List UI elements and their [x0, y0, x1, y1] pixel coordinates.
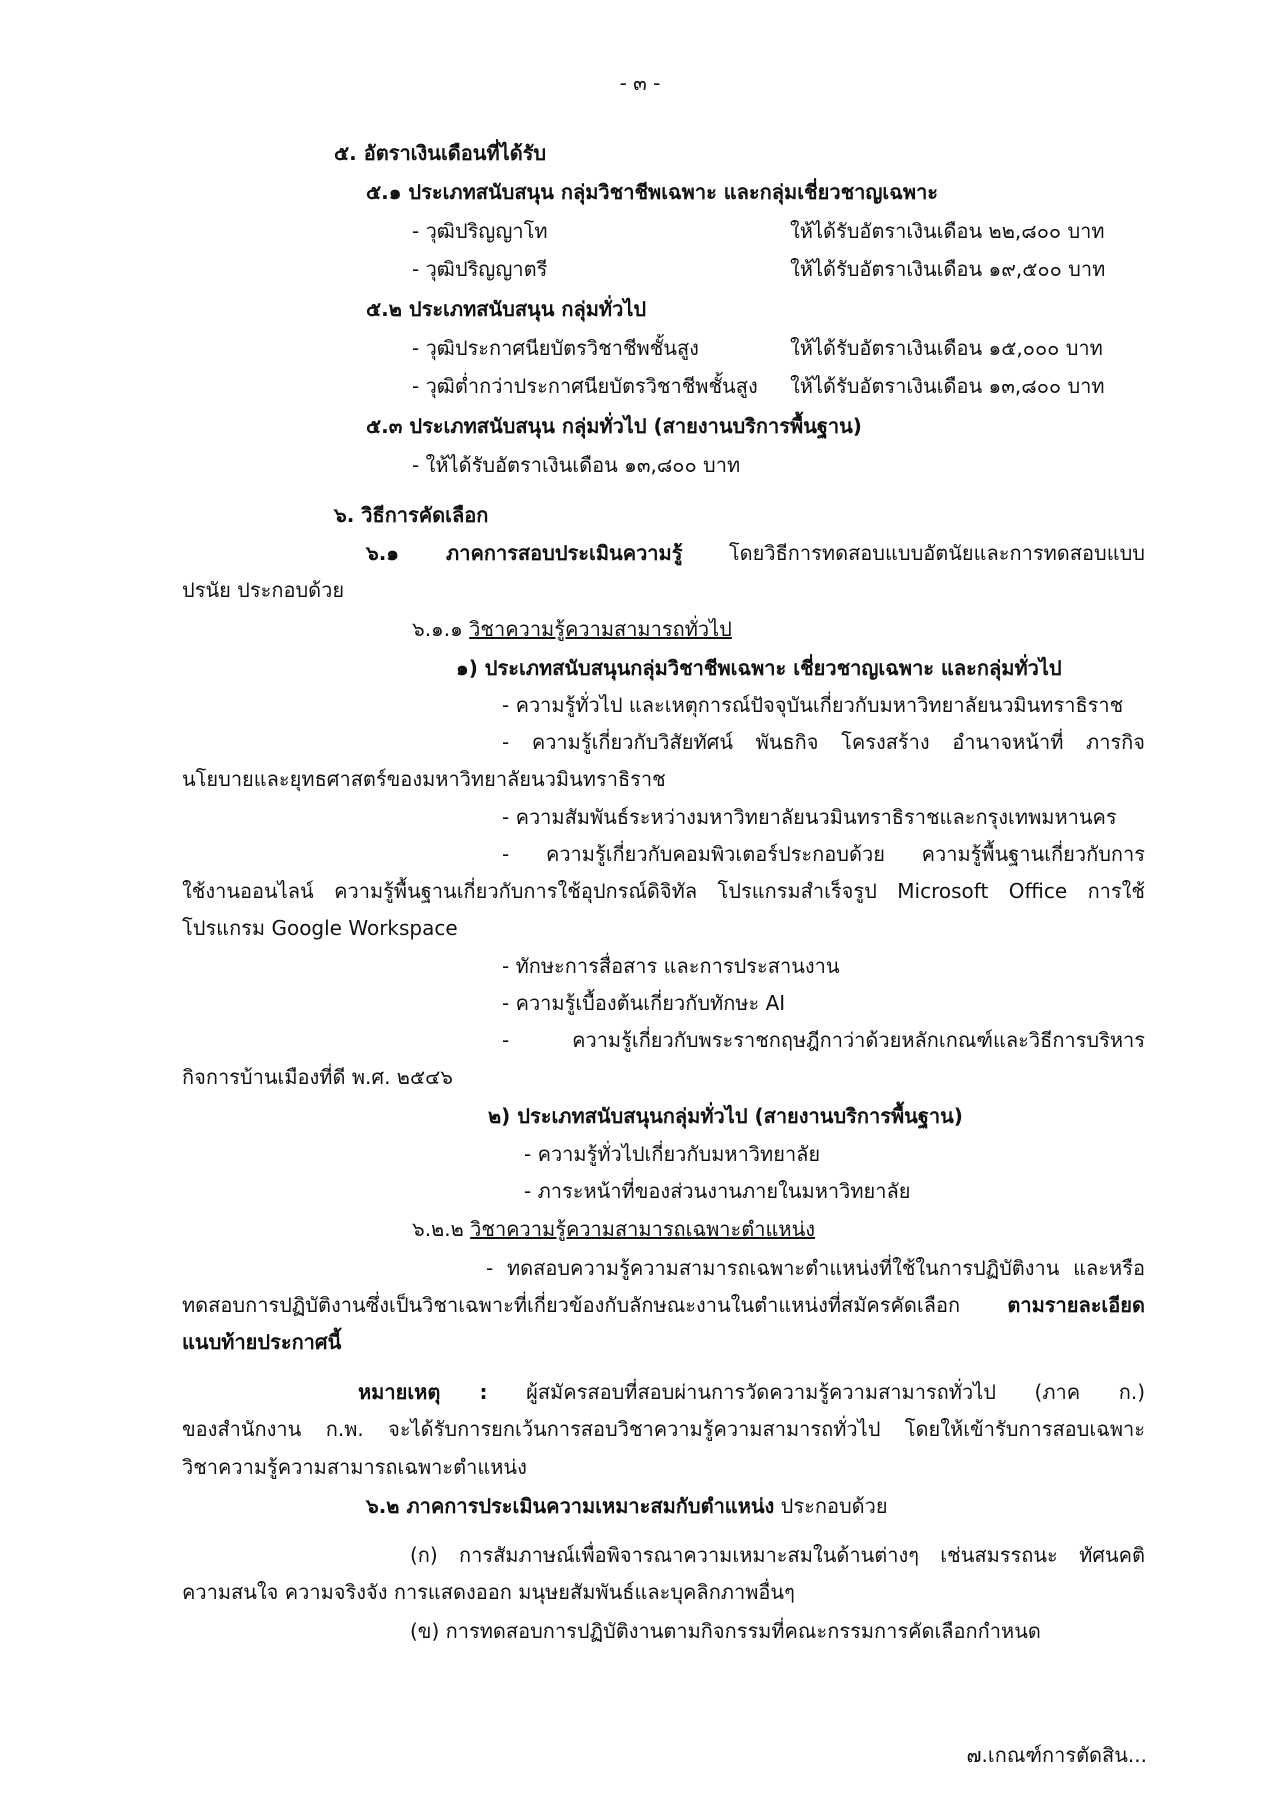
group-1-item-computer: - ความรู้เกี่ยวกับคอมพิวเตอร์ประกอบด้วย ความรู้พื้นฐานเกี่ยวกับการ [502, 842, 1145, 866]
section-6-2-2-title: วิชาความรู้ความสามารถเฉพาะตำแหน่ง [470, 1217, 816, 1241]
page-number: - ๓ - [619, 71, 661, 95]
section-6-2-item-a: (ก) การสัมภาษณ์เพื่อพิจารณาความเหมาะสมในด้านต่างๆ เช่นสมรรถนะ ทัศนคติ [410, 1543, 1145, 1567]
section-6-1-1-title: วิชาความรู้ความสามารถทั่วไป [469, 617, 732, 641]
section-6-2-2-attachment-ref: แนบท้ายประกาศนี้ [182, 1330, 342, 1354]
section-6-2-heading: ๖.๒ ภาคการประเมินความเหมาะสมกับตำแหน่ง [366, 1494, 775, 1518]
section-6-1-heading: ๖.๑ ภาคการสอบประเมินความรู้ [366, 541, 683, 565]
section-6-2-2-item: - ทดสอบความรู้ความสามารถเฉพาะตำแหน่งที่ใช้ในการปฏิบัติงาน และหรือ [486, 1256, 1145, 1280]
section-6-1-intro-cont: ปรนัย ประกอบด้วย [182, 578, 345, 602]
section-6-1-1-heading [412, 614, 732, 644]
section-6-2-item-b: (ข) การทดสอบการปฏิบัติงานตามกิจกรรมที่คณะกรรมการคัดเลือกกำหนด [410, 1619, 1041, 1643]
group-1-item-computer-cont-2: โปรแกรม Google Workspace [182, 916, 458, 940]
section-6-2-2-detail-ref: ตามรายละเอียด [1007, 1293, 1145, 1317]
section-6-1-intro [366, 538, 1145, 568]
section-6-2-2-number: ๖.๒.๒ [412, 1217, 464, 1241]
section-6-2-heading-line [366, 1491, 888, 1521]
group-2-item-duties: - ภาระหน้าที่ของส่วนงานภายในมหาวิทยาลัย [524, 1179, 911, 1203]
next-page-indicator: ๗.เกณฑ์การตัดสิน... [966, 1743, 1147, 1767]
salary-basic-service: - ให้ได้รับอัตราเงินเดือน ๑๓,๘๐๐ บาท [412, 453, 741, 477]
salary-amount-below-vocational: ให้ได้รับอัตราเงินเดือน ๑๓,๘๐๐ บาท [790, 374, 1105, 398]
group-1-item-royal-decree-cont: กิจการบ้านเมืองที่ดี พ.ศ. ๒๕๔๖ [182, 1065, 453, 1089]
section-6-1-intro-text: โดยวิธีการทดสอบแบบอัตนัยและการทดสอบแบบ [728, 541, 1145, 565]
group-2-item-university: - ความรู้ทั่วไปเกี่ยวกับมหาวิทยาลัย [524, 1142, 821, 1166]
group-1-item-vision-mission-cont: นโยบายและยุทธศาสตร์ของมหาวิทยาลัยนวมินทราธิราช [182, 767, 666, 791]
group-1-heading: ๑) ประเภทสนับสนุนกลุ่มวิชาชีพเฉพาะ เชี่ยวชาญเฉพาะ และกลุ่มทั่วไป [456, 656, 1062, 680]
note-text-1: ผู้สมัครสอบที่สอบผ่านการวัดความรู้ความสามารถทั่วไป (ภาค ก.) [526, 1380, 1145, 1404]
section-6-2-2-heading [412, 1214, 815, 1244]
note-line-3: วิชาความรู้ความสามารถเฉพาะตำแหน่ง [182, 1455, 527, 1479]
section-6-2-item-a-cont: ความสนใจ ความจริงจัง การแสดงออก มนุษยสัมพันธ์และบุคลิกภาพอื่นๆ [182, 1580, 795, 1604]
salary-label-bachelors: - วุฒิปริญญาตรี [412, 257, 548, 281]
note-label: หมายเหตุ : [358, 1380, 488, 1404]
group-1-item-relationship: - ความสัมพันธ์ระหว่างมหาวิทยาลัยนวมินทราธิราชและกรุงเทพมหานคร [502, 805, 1117, 829]
group-1-item-royal-decree: - ความรู้เกี่ยวกับพระราชกฤษฎีกาว่าด้วยหลักเกณฑ์และวิธีการบริหาร [502, 1028, 1145, 1052]
section-6-2-2-item-cont [182, 1290, 1145, 1320]
salary-amount-bachelors: ให้ได้รับอัตราเงินเดือน ๑๙,๕๐๐ บาท [790, 257, 1106, 281]
section-6-2-2-item-cont-text: ทดสอบการปฏิบัติงานซึ่งเป็นวิชาเฉพาะที่เกี่ยวข้องกับลักษณะงานในตำแหน่งที่สมัครคัดเลือก [182, 1293, 961, 1317]
group-2-heading: ๒) ประเภทสนับสนุนกลุ่มทั่วไป (สายงานบริการพื้นฐาน) [488, 1104, 963, 1128]
salary-amount-masters: ให้ได้รับอัตราเงินเดือน ๒๒,๘๐๐ บาท [790, 219, 1105, 243]
group-1-item-communication: - ทักษะการสื่อสาร และการประสานงาน [502, 954, 840, 978]
group-1-item-general-knowledge: - ความรู้ทั่วไป และเหตุการณ์ปัจจุบันเกี่ยวกับมหาวิทยาลัยนวมินทราธิราช [502, 693, 1124, 717]
group-1-item-ai: - ความรู้เบื้องต้นเกี่ยวกับทักษะ AI [502, 991, 786, 1015]
group-1-item-vision-mission: - ความรู้เกี่ยวกับวิสัยทัศน์ พันธกิจ โครงสร้าง อำนาจหน้าที่ ภารกิจ [502, 730, 1145, 754]
section-6-heading: ๖. วิธีการคัดเลือก [334, 503, 489, 527]
section-5-1-heading: ๕.๑ ประเภทสนับสนุน กลุ่มวิชาชีพเฉพาะ และกลุ่มเชี่ยวชาญเฉพาะ [366, 180, 939, 204]
note-line-1 [358, 1377, 1145, 1407]
section-6-2-heading-rest: ประกอบด้วย [780, 1494, 888, 1518]
section-5-3-heading: ๕.๓ ประเภทสนับสนุน กลุ่มทั่วไป (สายงานบริการพื้นฐาน) [366, 414, 862, 438]
section-6-1-1-number: ๖.๑.๑ [412, 617, 463, 641]
salary-label-masters: - วุฒิปริญญาโท [412, 219, 548, 243]
note-line-2: ของสำนักงาน ก.พ. จะได้รับการยกเว้นการสอบวิชาความรู้ความสามารถทั่วไป โดยให้เข้ารับการสอบเฉพาะ [182, 1417, 1145, 1441]
section-5-2-heading: ๕.๒ ประเภทสนับสนุน กลุ่มทั่วไป [366, 297, 647, 321]
salary-label-below-vocational: - วุฒิต่ำกว่าประกาศนียบัตรวิชาชีพชั้นสูง [412, 374, 758, 398]
salary-amount-high-vocational: ให้ได้รับอัตราเงินเดือน ๑๕,๐๐๐ บาท [790, 336, 1103, 360]
salary-label-high-vocational: - วุฒิประกาศนียบัตรวิชาชีพชั้นสูง [412, 336, 699, 360]
group-1-item-computer-cont-1: ใช้งานออนไลน์ ความรู้พื้นฐานเกี่ยวกับการใช้อุปกรณ์ดิจิทัล โปรแกรมสำเร็จรูป Microsoft Office การใช้ [182, 879, 1145, 903]
section-5-heading: ๕. อัตราเงินเดือนที่ได้รับ [334, 141, 547, 165]
